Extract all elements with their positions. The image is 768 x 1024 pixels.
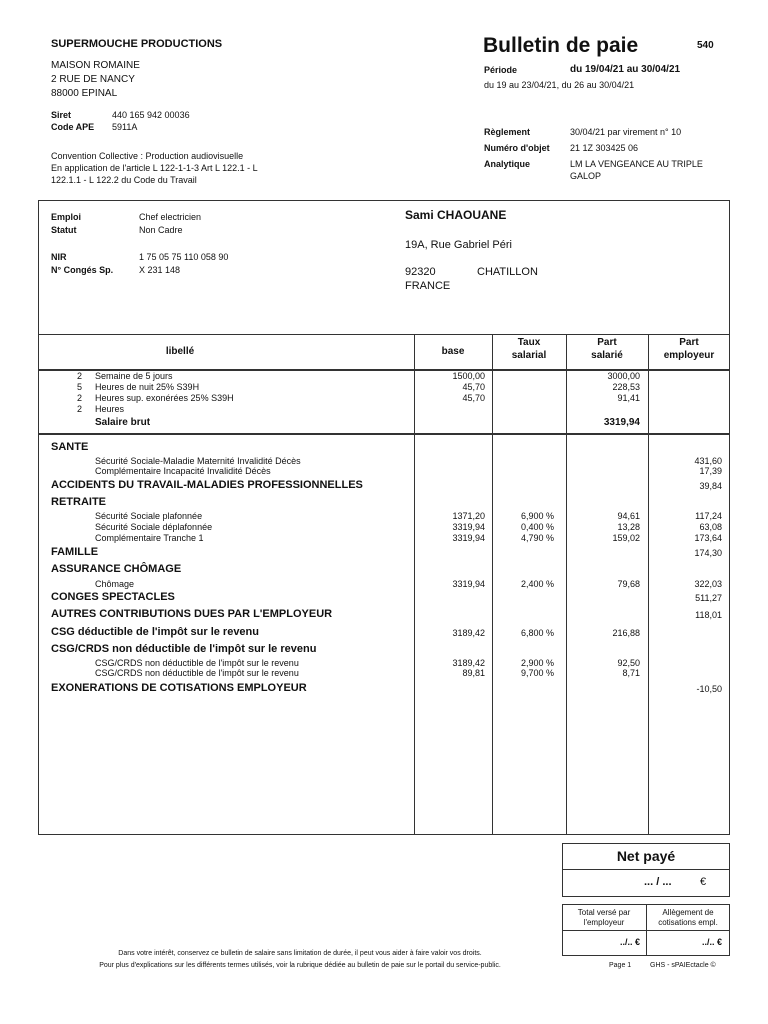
contribution-label: Chômage bbox=[95, 579, 135, 589]
section-sante: SANTE bbox=[51, 441, 89, 453]
contribution-label: Complémentaire Tranche 1 bbox=[95, 533, 204, 543]
allegement-value: ../.. € bbox=[701, 937, 722, 947]
line-label: Semaine de 5 jours bbox=[95, 371, 173, 381]
line-label: Heures sup. exonérées 25% S39H bbox=[95, 393, 234, 403]
nir-label: NIR bbox=[51, 252, 67, 262]
conges-number-label: N° Congés Sp. bbox=[51, 265, 114, 275]
emploi-label: Emploi bbox=[51, 212, 82, 222]
employee-street: 19A, Rue Gabriel Péri bbox=[405, 239, 512, 251]
section-assurance-chomage: ASSURANCE CHÔMAGE bbox=[51, 563, 182, 575]
contribution-part-salarie: 159,02 bbox=[612, 533, 640, 543]
employee-city: CHATILLON bbox=[477, 266, 538, 278]
salaire-brut-value: 3319,94 bbox=[603, 417, 640, 428]
line-base: 1500,00 bbox=[452, 371, 485, 381]
contribution-part-employeur: 173,64 bbox=[694, 533, 722, 543]
reglement-value: 30/04/21 par virement n° 10 bbox=[570, 127, 682, 137]
contribution-part-employeur: 118,01 bbox=[695, 610, 722, 620]
ape-value: 5911A bbox=[112, 122, 138, 132]
employer-name: SUPERMOUCHE PRODUCTIONS bbox=[51, 38, 223, 50]
section-autres-contributions: AUTRES CONTRIBUTIONS DUES PAR L'EMPLOYEUR bbox=[51, 608, 333, 620]
column-header-taux-line1: Taux bbox=[517, 337, 541, 348]
contribution-taux: 9,700 % bbox=[520, 668, 554, 678]
contribution-base: 3319,94 bbox=[452, 579, 485, 589]
employer-address-line1: MAISON ROMAINE bbox=[51, 60, 140, 71]
net-paye-divider bbox=[562, 869, 730, 870]
net-paye-currency: € bbox=[700, 876, 707, 888]
contribution-label: CSG/CRDS non déductible de l'impôt sur le revenu bbox=[95, 668, 299, 678]
objet-label: Numéro d'objet bbox=[484, 143, 550, 153]
line-label: Heures de nuit 25% S39H bbox=[95, 382, 200, 392]
employer-address-line2: 2 RUE DE NANCY bbox=[51, 74, 135, 85]
employer-address-line3: 88000 EPINAL bbox=[51, 88, 118, 99]
contribution-base: 3319,94 bbox=[452, 533, 485, 543]
reglement-label: Règlement bbox=[484, 127, 531, 137]
employee-postcode: 92320 bbox=[405, 266, 436, 278]
salaire-brut-label: Salaire brut bbox=[95, 417, 151, 428]
line-part-salarie: 228,53 bbox=[612, 382, 640, 392]
contribution-part-employeur: -10,50 bbox=[696, 684, 722, 694]
contribution-part-employeur: 511,27 bbox=[695, 593, 722, 603]
contribution-part-employeur: 63,08 bbox=[699, 522, 722, 532]
contribution-part-employeur: 322,03 bbox=[694, 579, 722, 589]
contribution-base: 3189,42 bbox=[452, 628, 485, 638]
statut-label: Statut bbox=[51, 225, 77, 235]
net-paye-value: ... / ... bbox=[644, 876, 672, 888]
analytique-value-line2: GALOP bbox=[570, 171, 602, 181]
document-number: 540 bbox=[697, 40, 714, 51]
convention-line3: 122.1.1 - L 122.2 du Code du Travail bbox=[51, 175, 197, 185]
line-base: 45,70 bbox=[462, 382, 485, 392]
total-verse-label-line1: Total versé par bbox=[577, 908, 631, 917]
column-header-part-employeur-line1: Part bbox=[679, 337, 699, 348]
allegement-label-line1: Allègement de bbox=[662, 908, 714, 917]
employee-name: Sami CHAOUANE bbox=[405, 208, 507, 222]
contribution-taux: 4,790 % bbox=[520, 533, 554, 543]
contribution-part-salarie: 216,88 bbox=[612, 628, 640, 638]
column-header-libelle: libellé bbox=[165, 346, 195, 357]
contribution-label: Complémentaire Incapacité Invalidité Décès bbox=[95, 466, 271, 476]
allegement-label-line2: cotisations empl. bbox=[658, 918, 718, 927]
contribution-part-employeur: 174,30 bbox=[694, 548, 722, 558]
contribution-part-salarie: 79,68 bbox=[617, 579, 640, 589]
column-divider bbox=[492, 370, 493, 434]
totals-divider bbox=[562, 930, 730, 931]
document-title: Bulletin de paie bbox=[483, 34, 639, 57]
net-paye-label: Net payé bbox=[616, 848, 676, 864]
page-number: Page 1 bbox=[609, 962, 632, 969]
contribution-part-employeur: 17,39 bbox=[699, 466, 722, 476]
line-quantity: 2 bbox=[76, 393, 82, 403]
contribution-label: Sécurité Sociale-Maladie Maternité Invalidité Décès bbox=[95, 456, 301, 466]
conges-number-value: X 231 148 bbox=[139, 265, 181, 275]
section-csg-non-deductible: CSG/CRDS non déductible de l'impôt sur le revenu bbox=[51, 643, 317, 655]
convention-line1: Convention Collective : Production audiovisuelle bbox=[51, 151, 244, 161]
line-part-salarie: 91,41 bbox=[617, 393, 640, 403]
employee-country: FRANCE bbox=[405, 280, 451, 292]
objet-value: 21 1Z 303425 06 bbox=[570, 143, 639, 153]
line-part-salarie: 3000,00 bbox=[607, 371, 640, 381]
siret-label: Siret bbox=[51, 110, 72, 120]
contribution-taux: 0,400 % bbox=[520, 522, 554, 532]
line-base: 45,70 bbox=[462, 393, 485, 403]
section-csg-deductible: CSG déductible de l'impôt sur le revenu bbox=[51, 626, 259, 638]
contribution-base: 89,81 bbox=[462, 668, 485, 678]
contribution-part-salarie: 8,71 bbox=[622, 668, 640, 678]
periode-detail: du 19 au 23/04/21, du 26 au 30/04/21 bbox=[484, 80, 635, 90]
section-famille: FAMILLE bbox=[51, 546, 99, 558]
periode-label: Période bbox=[484, 65, 518, 75]
contribution-base: 3319,94 bbox=[452, 522, 485, 532]
line-quantity: 5 bbox=[76, 382, 82, 392]
analytique-label: Analytique bbox=[484, 159, 531, 169]
section-accidents-travail: ACCIDENTS DU TRAVAIL-MALADIES PROFESSIONNELLES bbox=[51, 479, 363, 491]
contribution-label: CSG/CRDS non déductible de l'impôt sur le revenu bbox=[95, 658, 299, 668]
column-header-part-employeur-line2: employeur bbox=[663, 350, 715, 361]
column-divider bbox=[648, 370, 649, 434]
total-verse-label-line2: l'employeur bbox=[583, 918, 625, 927]
contribution-part-employeur: 431,60 bbox=[694, 456, 722, 466]
line-quantity: 2 bbox=[76, 404, 82, 414]
column-header-base: base bbox=[441, 346, 465, 357]
contribution-taux: 6,800 % bbox=[520, 628, 554, 638]
column-header-part-salarie-line2: salarié bbox=[591, 350, 623, 361]
emploi-value: Chef electricien bbox=[139, 212, 202, 222]
contribution-part-salarie: 92,50 bbox=[617, 658, 640, 668]
footer-note-line1: Dans votre intérêt, conservez ce bulletin de salaire sans limitation de durée, il peut vous aider à faire valoir vos droits. bbox=[118, 950, 482, 957]
contribution-part-salarie: 94,61 bbox=[617, 511, 640, 521]
software-credit: GHS - sPAIEctacle © bbox=[650, 962, 716, 969]
section-conges-spectacles: CONGES SPECTACLES bbox=[51, 591, 175, 603]
line-label: Heures bbox=[95, 404, 125, 414]
ape-label: Code APE bbox=[51, 122, 95, 132]
contribution-taux: 2,900 % bbox=[520, 658, 554, 668]
column-header-taux-line2: salarial bbox=[511, 350, 547, 361]
contribution-base: 1371,20 bbox=[452, 511, 485, 521]
analytique-value-line1: LM LA VENGEANCE AU TRIPLE bbox=[570, 159, 703, 169]
contribution-label: Sécurité Sociale déplafonnée bbox=[95, 522, 213, 532]
contribution-label: Sécurité Sociale plafonnée bbox=[95, 511, 203, 521]
contribution-taux: 6,900 % bbox=[520, 511, 554, 521]
total-verse-value: ../.. € bbox=[619, 937, 640, 947]
contribution-taux: 2,400 % bbox=[520, 579, 554, 589]
statut-value: Non Cadre bbox=[139, 225, 183, 235]
section-retraite: RETRAITE bbox=[51, 496, 106, 508]
nir-value: 1 75 05 75 110 058 90 bbox=[139, 252, 229, 262]
footer-note-line2: Pour plus d'explications sur les différents termes utilisés, voir la rubrique dédiée au bulletin de paie sur le portail du service-public. bbox=[99, 962, 501, 969]
contribution-part-employeur: 117,24 bbox=[695, 511, 722, 521]
column-header-part-salarie-line1: Part bbox=[597, 337, 617, 348]
line-quantity: 2 bbox=[76, 371, 82, 381]
siret-value: 440 165 942 00036 bbox=[112, 110, 190, 120]
periode-value: du 19/04/21 au 30/04/21 bbox=[570, 64, 681, 75]
contribution-part-employeur: 39,84 bbox=[699, 481, 722, 491]
column-divider bbox=[648, 434, 649, 835]
contribution-part-salarie: 13,28 bbox=[617, 522, 640, 532]
contribution-base: 3189,42 bbox=[452, 658, 485, 668]
section-exonerations: EXONERATIONS DE COTISATIONS EMPLOYEUR bbox=[51, 682, 307, 694]
convention-line2: En application de l'article L 122-1-1-3 Art L 122.1 - L bbox=[51, 163, 258, 173]
